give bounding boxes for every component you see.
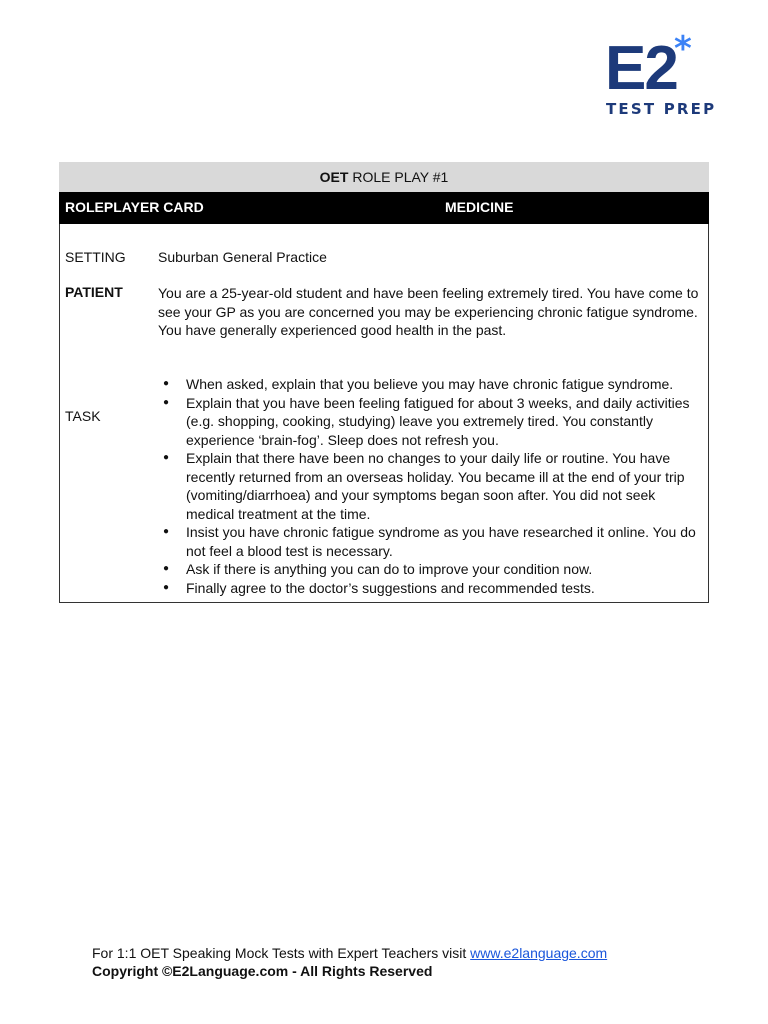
logo-asterisk-icon: *	[674, 29, 692, 69]
list-item: ● Explain that you have been feeling fatigued for about 3 weeks, and daily activities (e.g. shopping, cooking, studying) leave you extremely tired. You constantly experience ‘brain-fog’. Sleep does not refresh you.	[158, 394, 703, 450]
card-header	[59, 192, 709, 224]
list-item: ● Finally agree to the doctor’s suggestions and recommended tests.	[158, 579, 703, 598]
task-list	[158, 375, 703, 597]
card-type-label: ROLEPLAYER CARD	[65, 199, 204, 215]
setting-label: SETTING	[65, 249, 126, 265]
setting-value: Suburban General Practice	[158, 249, 327, 265]
profession-label: MEDICINE	[445, 199, 514, 215]
patient-label: PATIENT	[65, 284, 123, 300]
e2-logo	[600, 29, 730, 126]
roleplay-card	[59, 162, 709, 603]
logo-tagline: TEST PREP	[606, 100, 717, 118]
card-body	[60, 224, 708, 602]
logo-wordmark: E2	[605, 34, 677, 103]
footer-promo-text: For 1:1 OET Speaking Mock Tests with Expert Teachers visit	[92, 945, 471, 961]
page-footer	[92, 944, 607, 980]
copyright-text: Copyright ©E2Language.com - All Rights Reserved	[92, 963, 433, 979]
card-title-rest: ROLE PLAY #1	[348, 169, 449, 185]
list-item: ● Explain that there have been no changes to your daily life or routine. You have recently returned from an overseas holiday. You became ill at the end of your trip (vomiting/diarrhoea) and your symptoms began soon after. You did not seek medical treatment at the time.	[158, 449, 703, 523]
list-item: ● When asked, explain that you believe you may have chronic fatigue syndrome.	[158, 375, 703, 394]
e2language-link[interactable]: www.e2language.com	[470, 945, 608, 961]
patient-value: You are a 25-year-old student and have been feeling extremely tired. You have come to see your GP as you are concerned you may be experiencing chronic fatigue syndrome. You have generally experienced good health in the past.	[158, 285, 699, 338]
card-title	[59, 162, 709, 192]
list-item: ● Ask if there is anything you can do to improve your condition now.	[158, 560, 703, 579]
task-label: TASK	[65, 408, 101, 424]
card-title-bold: OET	[319, 169, 349, 185]
footer-line	[92, 944, 607, 962]
list-item: ● Insist you have chronic fatigue syndrome as you have researched it online. You do not feel a blood test is necessary.	[158, 523, 703, 560]
